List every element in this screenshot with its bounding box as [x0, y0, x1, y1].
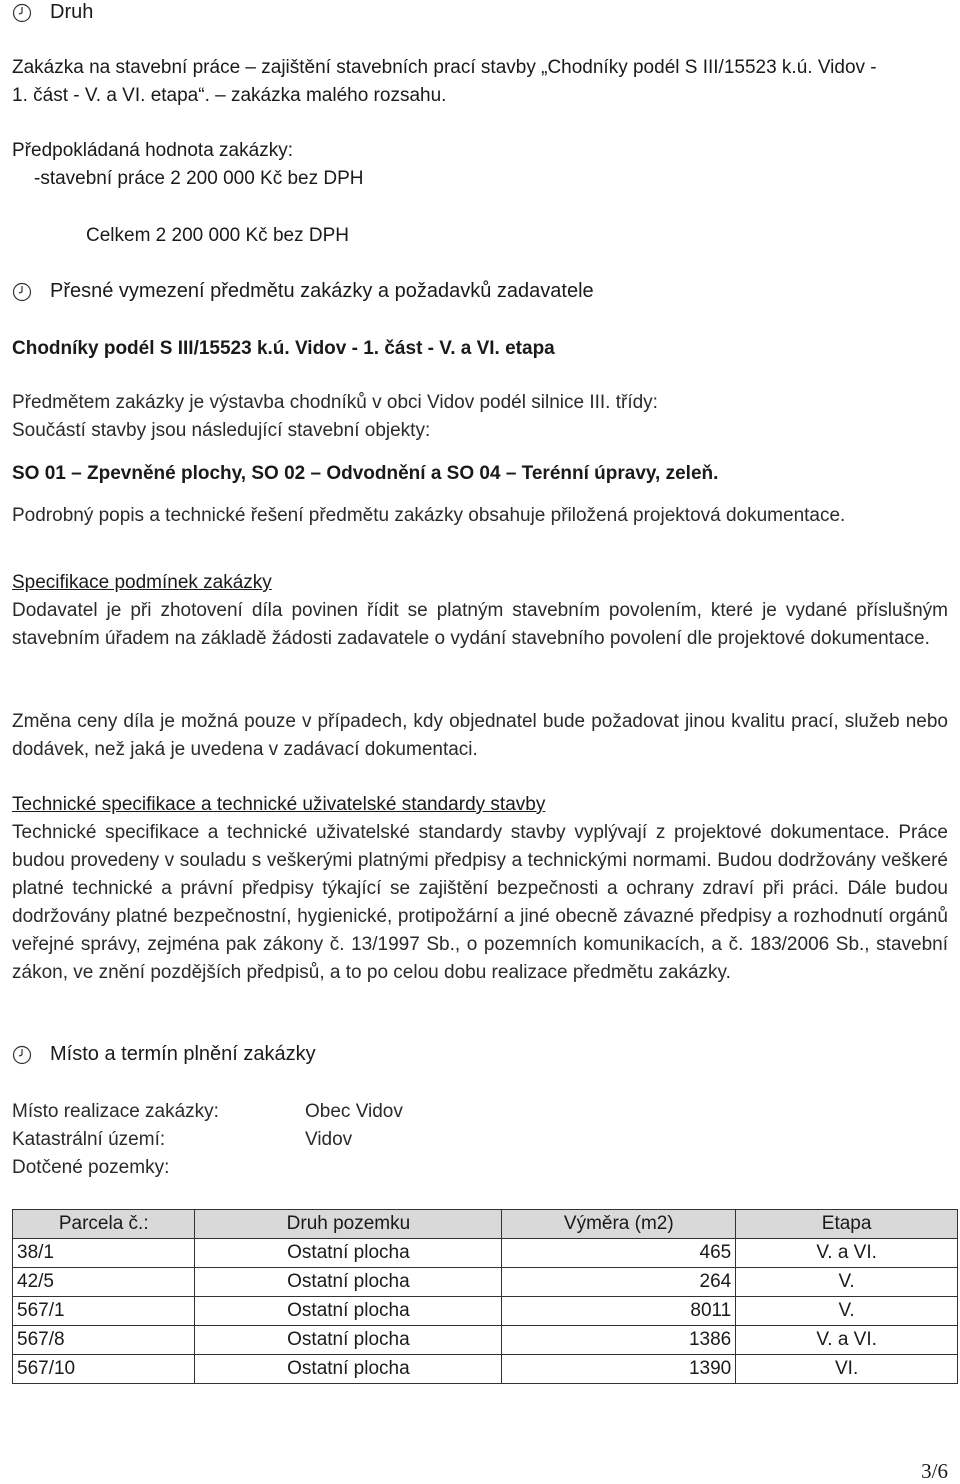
parcels-table [12, 1209, 958, 1384]
cell-type: Ostatní plocha [195, 1239, 502, 1268]
cell-stage: V. a VI. [736, 1239, 958, 1268]
clock-icon [12, 1045, 32, 1065]
clock-icon [12, 3, 32, 23]
intro-line: Zakázka na stavební práce – zajištění stavebních prací stavby „Chodníky podél S III/15523 k.ú. Vidov - [12, 57, 877, 78]
cell-parcel: 567/1 [13, 1297, 195, 1326]
column-header: Druh pozemku [195, 1210, 502, 1239]
subject-title: Chodníky podél S III/15523 k.ú. Vidov - 1. část - V. a VI. etapa [12, 338, 555, 359]
column-header: Výměra (m2) [502, 1210, 736, 1239]
plots-label: Dotčené pozemky: [12, 1157, 170, 1178]
table-row [13, 1297, 958, 1326]
clock-icon [12, 282, 32, 302]
section-heading-vymezeni [12, 280, 594, 303]
section-title: Přesné vymezení předmětu zakázky a požadavků zadavatele [50, 280, 594, 302]
spec-paragraph: Dodavatel je při zhotovení díla povinen řídit se platným stavebním povolením, které je vydané příslušným stavebním úřadem na základě žádosti zadavatele o vydání stavebního povolení dle projektové dokumentace. [12, 600, 948, 649]
table-row [13, 1268, 958, 1297]
cadastre-label: Katastrální území: [12, 1129, 166, 1150]
value-block [12, 137, 948, 193]
place-value: Obec Vidov [305, 1101, 403, 1122]
place-row [12, 1098, 948, 1126]
place-info [12, 1098, 948, 1182]
total-value: Celkem 2 200 000 Kč bez DPH [86, 225, 349, 246]
cell-area: 1390 [502, 1355, 736, 1384]
cell-type: Ostatní plocha [195, 1297, 502, 1326]
cell-area: 264 [502, 1268, 736, 1297]
cell-stage: VI. [736, 1355, 958, 1384]
column-header: Parcela č.: [13, 1210, 195, 1239]
page-number: 3/6 [921, 1459, 948, 1483]
cell-stage: V. [736, 1268, 958, 1297]
place-label: Místo realizace zakázky: [12, 1101, 219, 1122]
tech-paragraph: Technické specifikace a technické uživatelské standardy stavby vyplývají z projektové dokumentace. Práce budou provedeny v souladu s veškerými platnými předpisy a technickými normami. Budou dodržovány veškeré platné technické a právní předpisy týkající se zajištění bezpečnosti a ochrany zdraví při práci. Dále budou dodržovány platné bezpečnostní, hygienické, protipožární a jiné obecně závazné předpisy a rozhodnutí orgánů veřejné správy, zejména pak zákony č. 13/1997 Sb., o pozemních komunikacích, a č. 183/2006 Sb., stavební zákon, ve znění pozdějších předpisů, a to po celou dobu realizace předmětu zakázky. [12, 822, 948, 983]
price-paragraph: Změna ceny díla je možná pouze v případech, kdy objednatel bude požadovat jinou kvalitu prací, služeb nebo dodávek, než jaká je uvedena v zadávací dokumentaci. [12, 711, 948, 760]
building-objects: SO 01 – Zpevněné plochy, SO 02 – Odvodnění a SO 04 – Terénní úpravy, zeleň. [12, 463, 719, 484]
spec-heading: Specifikace podmínek zakázky [12, 572, 272, 593]
subject-line: Předmětem zakázky je výstavba chodníků v obci Vidov podél silnice III. třídy: [12, 392, 658, 413]
tech-heading: Technické specifikace a technické uživatelské standardy stavby [12, 794, 546, 815]
section-title: Místo a termín plnění zakázky [50, 1043, 316, 1065]
cell-parcel: 42/5 [13, 1268, 195, 1297]
cell-stage: V. a VI. [736, 1326, 958, 1355]
description-paragraph: Podrobný popis a technické řešení předmětu zakázky obsahuje přiložená projektová dokumentace. [12, 505, 846, 526]
cell-area: 465 [502, 1239, 736, 1268]
section-title: Druh [50, 1, 94, 23]
cell-parcel: 567/8 [13, 1326, 195, 1355]
cell-type: Ostatní plocha [195, 1268, 502, 1297]
table-header-row [13, 1210, 958, 1239]
cell-parcel: 38/1 [13, 1239, 195, 1268]
intro-paragraph [12, 54, 948, 110]
column-header: Etapa [736, 1210, 958, 1239]
table-row [13, 1239, 958, 1268]
intro-line: 1. část - V. a VI. etapa“. – zakázka malého rozsahu. [12, 85, 447, 106]
cell-area: 8011 [502, 1297, 736, 1326]
cell-type: Ostatní plocha [195, 1355, 502, 1384]
value-label: Předpokládaná hodnota zakázky: [12, 140, 293, 161]
table-row [13, 1326, 958, 1355]
cadastre-value: Vidov [305, 1129, 353, 1150]
section-heading-misto [12, 1043, 316, 1066]
section-heading-druh [12, 1, 93, 24]
cell-area: 1386 [502, 1326, 736, 1355]
cell-type: Ostatní plocha [195, 1326, 502, 1355]
cell-stage: V. [736, 1297, 958, 1326]
value-item: -stavební práce 2 200 000 Kč bez DPH [34, 168, 364, 189]
cell-parcel: 567/10 [13, 1355, 195, 1384]
cadastre-row [12, 1126, 948, 1154]
subject-paragraph [12, 389, 948, 445]
table-row [13, 1355, 958, 1384]
subject-line: Součástí stavby jsou následující stavební objekty: [12, 420, 431, 441]
